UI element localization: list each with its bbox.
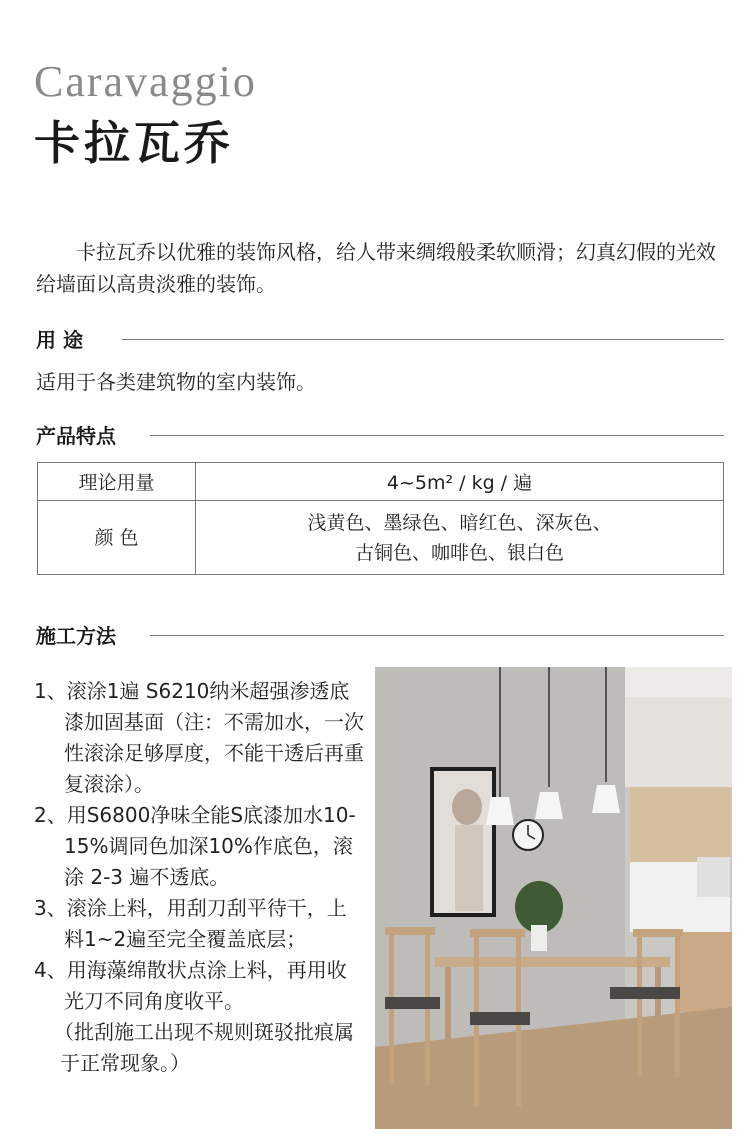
method-step-3: 3、滚涂上料，用刮刀刮平待干，上料1~2遍至完全覆盖底层； xyxy=(34,896,347,951)
usage-divider xyxy=(122,339,724,340)
features-divider xyxy=(150,435,724,436)
brand-chinese-name: 卡拉瓦乔 xyxy=(34,116,234,170)
spec-label-color: 颜 色 xyxy=(38,501,196,575)
color-line-2: 古铜色、咖啡色、银白色 xyxy=(354,541,564,564)
features-title: 产品特点 xyxy=(36,424,116,448)
table-row xyxy=(38,501,724,575)
table-row xyxy=(38,463,724,501)
spec-table xyxy=(37,462,724,575)
brand-english-name: Caravaggio xyxy=(34,57,257,106)
dining-room-photo xyxy=(375,667,732,1129)
spec-label-coverage: 理论用量 xyxy=(38,463,196,501)
method-steps xyxy=(34,676,364,1079)
method-step-4: 4、用海藻绵散状点涂上料，再用收光刀不同角度收平。 xyxy=(34,958,347,1013)
usage-title: 用 途 xyxy=(36,328,83,352)
spec-value-coverage: 4~5m² / kg / 遍 xyxy=(196,463,724,501)
usage-text: 适用于各类建筑物的室内装饰。 xyxy=(36,370,316,394)
intro-paragraph: 卡拉瓦乔以优雅的装饰风格，给人带来绸缎般柔软顺滑；幻真幻假的光效给墙面以高贵淡雅的装饰。 xyxy=(36,240,716,296)
color-line-1: 浅黄色、墨绿色、暗红色、深灰色、 xyxy=(307,511,612,534)
spec-value-color xyxy=(196,501,724,575)
method-step-1: 1、滚涂1遍 S6210纳米超强渗透底漆加固基面（注：不需加水，一次性滚涂足够厚度，不能干透后再重复滚涂）。 xyxy=(34,679,364,796)
method-title: 施工方法 xyxy=(36,624,116,648)
method-note: （批刮施工出现不规则斑驳批痕属于正常现象。） xyxy=(54,1020,354,1075)
method-divider xyxy=(150,635,724,636)
method-step-2: 2、用S6800净味全能S底漆加水10-15%调同色加深10%作底色，滚涂 2-3 遍不透底。 xyxy=(34,803,356,889)
